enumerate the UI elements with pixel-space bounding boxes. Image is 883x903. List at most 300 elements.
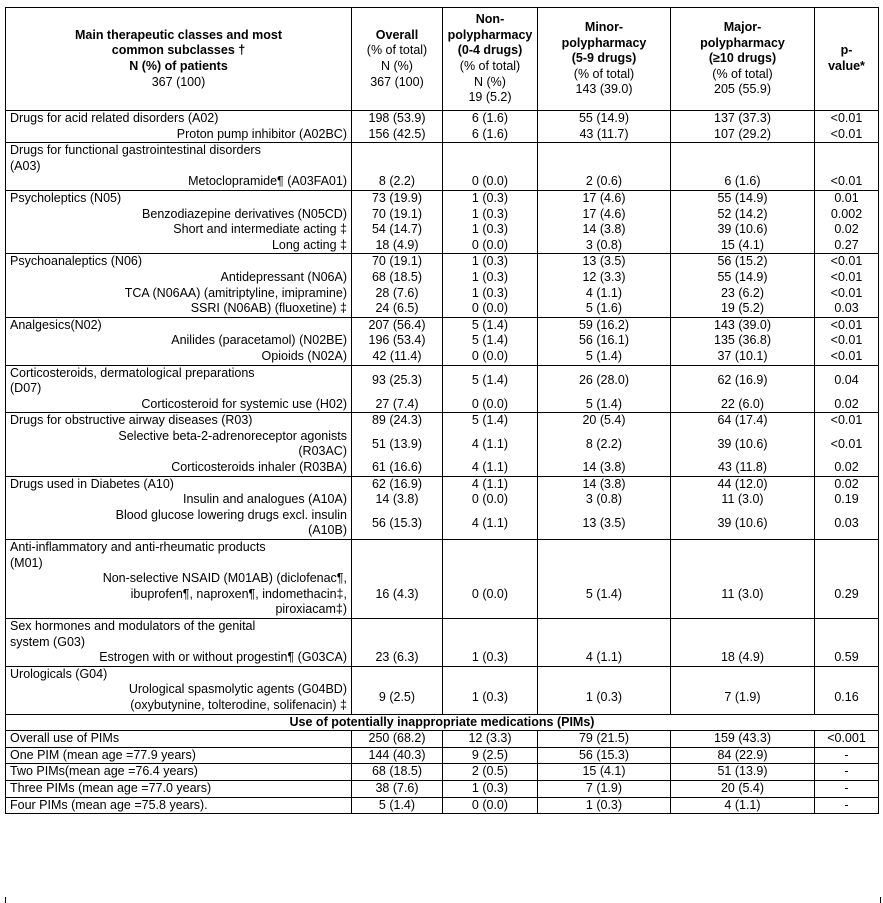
class-label <box>6 508 352 540</box>
class-label-line: TCA (N06AA) (amitriptyline, imipramine) <box>124 285 347 300</box>
minor-polypharmacy-value: 8 (2.2) <box>538 429 671 460</box>
class-row <box>6 619 879 651</box>
non-polypharmacy-value: 0 (0.0) <box>443 174 538 190</box>
header-overall-title: Overall <box>375 27 419 42</box>
overall-value: 56 (15.3) <box>352 508 443 540</box>
overall-value: 70 (19.1) <box>352 207 443 223</box>
class-label-line: Blood glucose lowering drugs excl. insulin <box>115 507 347 522</box>
overall-value: 54 (14.7) <box>352 222 443 238</box>
overall-value: 14 (3.8) <box>352 492 443 508</box>
non-polypharmacy-value: 4 (1.1) <box>443 508 538 540</box>
pim-section-header <box>6 714 879 731</box>
class-label-line: Selective beta-2-adrenoreceptor agonists <box>118 428 347 443</box>
major-polypharmacy-value: 39 (10.6) <box>671 222 815 238</box>
major-polypharmacy-value: 52 (14.2) <box>671 207 815 223</box>
p-value: 0.16 <box>815 682 879 714</box>
class-label-line: Corticosteroid for systemic use (H02) <box>141 396 347 411</box>
non-polypharmacy-value: 1 (0.3) <box>443 222 538 238</box>
class-label <box>6 222 352 238</box>
minor-polypharmacy-value <box>538 666 671 682</box>
class-label <box>6 207 352 223</box>
overall-value <box>352 143 443 175</box>
header-overall <box>352 8 443 111</box>
class-label-line: Drugs used in Diabetes (A10) <box>10 476 174 491</box>
class-label <box>6 317 352 333</box>
drug-class-group <box>6 143 879 191</box>
major-polypharmacy-value: 44 (12.0) <box>671 476 815 492</box>
header-overall-total: 367 (100) <box>370 74 424 89</box>
non-polypharmacy-value: 1 (0.3) <box>443 207 538 223</box>
overall-value: 28 (7.6) <box>352 286 443 302</box>
non-polypharmacy-value: 5 (1.4) <box>443 413 538 429</box>
class-label-line: SSRI (N06AB) (fluoxetine) ‡ <box>190 301 347 316</box>
overall-value: 16 (4.3) <box>352 571 443 618</box>
header-class-title: common subclasses † <box>111 43 246 58</box>
p-value <box>815 619 879 651</box>
subclass-row <box>6 397 879 413</box>
header-title: (0-4 drugs) <box>457 43 523 58</box>
overall-value: 198 (53.9) <box>352 111 443 127</box>
class-label <box>6 492 352 508</box>
class-label <box>6 397 352 413</box>
p-value: 0.03 <box>815 508 879 540</box>
major-polypharmacy-value <box>671 540 815 572</box>
overall-value: 61 (16.6) <box>352 460 443 476</box>
drug-class-group <box>6 619 879 667</box>
major-polypharmacy-value: 64 (17.4) <box>671 413 815 429</box>
minor-polypharmacy-value: 26 (28.0) <box>538 365 671 397</box>
class-label <box>6 619 352 651</box>
p-value: 0.29 <box>815 571 879 618</box>
class-label <box>6 174 352 190</box>
non-polypharmacy-value: 0 (0.0) <box>443 797 538 814</box>
class-row <box>6 476 879 492</box>
major-polypharmacy-value: 11 (3.0) <box>671 571 815 618</box>
major-polypharmacy-value <box>671 619 815 651</box>
overall-value: 23 (6.3) <box>352 650 443 666</box>
class-label-line: Urological spasmolytic agents (G04BD) <box>128 682 347 697</box>
header-overall-sub: N (%) <box>381 59 413 73</box>
non-polypharmacy-value: 1 (0.3) <box>443 286 538 302</box>
header-total: 205 (55.9) <box>714 82 771 97</box>
major-polypharmacy-value: 55 (14.9) <box>671 270 815 286</box>
non-polypharmacy-value: 1 (0.3) <box>443 682 538 714</box>
header-title: Minor- <box>584 20 624 35</box>
major-polypharmacy-value: 107 (29.2) <box>671 127 815 143</box>
non-polypharmacy-value: 4 (1.1) <box>443 429 538 460</box>
class-label <box>6 413 352 429</box>
drug-class-group <box>6 413 879 476</box>
p-value: 0.27 <box>815 238 879 254</box>
p-value: 0.02 <box>815 476 879 492</box>
class-label-line: Metoclopramide¶ (A03FA01) <box>188 174 347 189</box>
class-label <box>6 365 352 397</box>
class-label <box>6 349 352 365</box>
minor-polypharmacy-value: 79 (21.5) <box>538 731 671 748</box>
overall-value: 73 (19.9) <box>352 190 443 206</box>
class-row <box>6 365 879 397</box>
header-title: (5-9 drugs) <box>571 51 637 66</box>
minor-polypharmacy-value: 14 (3.8) <box>538 476 671 492</box>
overall-value: 42 (11.4) <box>352 349 443 365</box>
table-continuation <box>5 897 881 903</box>
major-polypharmacy-value: 137 (37.3) <box>671 111 815 127</box>
minor-polypharmacy-value: 56 (15.3) <box>538 747 671 764</box>
class-label <box>6 682 352 714</box>
overall-value: 38 (7.6) <box>352 780 443 797</box>
class-label-line: (oxybutynine, tolterodine, solifenacin) ‡ <box>130 697 347 712</box>
minor-polypharmacy-value: 56 (16.1) <box>538 333 671 349</box>
class-label <box>6 571 352 618</box>
class-label-line: Short and intermediate acting ‡ <box>173 222 347 237</box>
minor-polypharmacy-value: 5 (1.4) <box>538 349 671 365</box>
non-polypharmacy-value: 4 (1.1) <box>443 460 538 476</box>
major-polypharmacy-value: 7 (1.9) <box>671 682 815 714</box>
class-label-line: Drugs for obstructive airway diseases (R03) <box>10 413 253 428</box>
subclass-row <box>6 333 879 349</box>
non-polypharmacy-value: 0 (0.0) <box>443 301 538 317</box>
subclass-row <box>6 460 879 476</box>
class-label <box>6 429 352 460</box>
p-value: <0.001 <box>815 731 879 748</box>
class-label-line: (M01) <box>10 555 43 570</box>
class-label-line: Drugs for functional gastrointestinal disorders <box>10 143 261 158</box>
header-title: p- <box>840 43 853 58</box>
overall-value <box>352 619 443 651</box>
minor-polypharmacy-value: 5 (1.4) <box>538 397 671 413</box>
overall-value: 62 (16.9) <box>352 476 443 492</box>
major-polypharmacy-value: 56 (15.2) <box>671 254 815 270</box>
class-label-line: (R03AC) <box>298 444 347 459</box>
non-polypharmacy-value: 1 (0.3) <box>443 780 538 797</box>
pim-label: Four PIMs (mean age =75.8 years). <box>6 797 352 814</box>
class-label <box>6 333 352 349</box>
non-polypharmacy-value: 0 (0.0) <box>443 238 538 254</box>
subclass-row <box>6 682 879 714</box>
drug-class-table <box>5 7 879 814</box>
header-overall-sub: (% of total) <box>366 43 428 58</box>
p-value <box>815 540 879 572</box>
header-class <box>6 8 352 111</box>
minor-polypharmacy-value: 1 (0.3) <box>538 797 671 814</box>
non-polypharmacy-value: 1 (0.3) <box>443 270 538 286</box>
major-polypharmacy-value: 51 (13.9) <box>671 764 815 781</box>
p-value: <0.01 <box>815 270 879 286</box>
class-label <box>6 127 352 143</box>
class-label <box>6 270 352 286</box>
pim-row <box>6 747 879 764</box>
class-label-line: Psychoanaleptics (N06) <box>10 254 143 269</box>
class-label-line: Benzodiazepine derivatives (N05CD) <box>142 206 347 221</box>
overall-value: 27 (7.4) <box>352 397 443 413</box>
class-label <box>6 460 352 476</box>
major-polypharmacy-value: 15 (4.1) <box>671 238 815 254</box>
header-class-title: N (%) of patients <box>129 59 228 73</box>
major-polypharmacy-value: 19 (5.2) <box>671 301 815 317</box>
overall-value: 9 (2.5) <box>352 682 443 714</box>
p-value: - <box>815 747 879 764</box>
minor-polypharmacy-value: 43 (11.7) <box>538 127 671 143</box>
non-polypharmacy-value <box>443 619 538 651</box>
minor-polypharmacy-value: 17 (4.6) <box>538 190 671 206</box>
overall-value <box>352 666 443 682</box>
pim-label: Two PIMs(mean age =76.4 years) <box>6 764 352 781</box>
class-label <box>6 238 352 254</box>
minor-polypharmacy-value <box>538 143 671 175</box>
pim-label: Overall use of PIMs <box>6 731 352 748</box>
header-class-total: 367 (100) <box>151 74 206 89</box>
minor-polypharmacy-value: 3 (0.8) <box>538 492 671 508</box>
overall-value: 68 (18.5) <box>352 270 443 286</box>
minor-polypharmacy-value: 20 (5.4) <box>538 413 671 429</box>
overall-value: 156 (42.5) <box>352 127 443 143</box>
class-label-line: Urologicals (G04) <box>10 666 108 681</box>
major-polypharmacy-value: 6 (1.6) <box>671 174 815 190</box>
major-polypharmacy-value: 135 (36.8) <box>671 333 815 349</box>
header-sub: (% of total) <box>459 59 521 73</box>
drug-class-group <box>6 476 879 539</box>
drug-class-group <box>6 317 879 365</box>
pim-section-title: Use of potentially inappropriate medications (PIMs) <box>6 714 879 731</box>
non-polypharmacy-value: 0 (0.0) <box>443 571 538 618</box>
p-value: <0.01 <box>815 286 879 302</box>
header-title: (≥10 drugs) <box>708 51 777 66</box>
header-sub: (% of total) <box>573 66 635 81</box>
overall-value: 5 (1.4) <box>352 797 443 814</box>
major-polypharmacy-value: 55 (14.9) <box>671 190 815 206</box>
class-label-line: (A03) <box>10 158 41 173</box>
minor-polypharmacy-value: 5 (1.6) <box>538 301 671 317</box>
non-polypharmacy-value: 9 (2.5) <box>443 747 538 764</box>
drug-class-group <box>6 365 879 413</box>
subclass-row <box>6 174 879 190</box>
header-major-polypharmacy <box>671 8 815 111</box>
p-value: 0.01 <box>815 190 879 206</box>
class-label-line: Long acting ‡ <box>271 237 347 252</box>
header-title: polypharmacy <box>700 35 785 50</box>
pim-row <box>6 780 879 797</box>
class-label-line: Sex hormones and modulators of the genital <box>10 619 256 633</box>
class-label-line: Anilides (paracetamol) (N02BE) <box>171 333 347 348</box>
subclass-row <box>6 127 879 143</box>
class-label-line: Corticosteroids, dermatological preparations <box>10 365 255 380</box>
major-polypharmacy-value: 22 (6.0) <box>671 397 815 413</box>
major-polypharmacy-value: 39 (10.6) <box>671 429 815 460</box>
class-row <box>6 317 879 333</box>
non-polypharmacy-value: 4 (1.1) <box>443 476 538 492</box>
class-label-line: Proton pump inhibitor (A02BC) <box>176 126 347 141</box>
minor-polypharmacy-value: 59 (16.2) <box>538 317 671 333</box>
major-polypharmacy-value: 62 (16.9) <box>671 365 815 397</box>
pim-section <box>6 714 879 814</box>
subclass-row <box>6 349 879 365</box>
overall-value: 70 (19.1) <box>352 254 443 270</box>
p-value: - <box>815 764 879 781</box>
header-sub: N (%) <box>474 74 506 89</box>
subclass-row <box>6 429 879 460</box>
minor-polypharmacy-value: 17 (4.6) <box>538 207 671 223</box>
p-value: <0.01 <box>815 429 879 460</box>
overall-value: 8 (2.2) <box>352 174 443 190</box>
overall-value: 250 (68.2) <box>352 731 443 748</box>
non-polypharmacy-value <box>443 143 538 175</box>
header-class-title: Main therapeutic classes and most <box>74 27 282 42</box>
class-label-line: Anti-inflammatory and anti-rheumatic products <box>10 540 266 555</box>
minor-polypharmacy-value: 13 (3.5) <box>538 254 671 270</box>
header-title: value* <box>828 59 865 73</box>
class-row <box>6 190 879 206</box>
class-row <box>6 666 879 682</box>
non-polypharmacy-value: 6 (1.6) <box>443 111 538 127</box>
class-label-line: Opioids (N02A) <box>261 348 347 363</box>
subclass-row <box>6 238 879 254</box>
minor-polypharmacy-value: 15 (4.1) <box>538 764 671 781</box>
pim-label: Three PIMs (mean age =77.0 years) <box>6 780 352 797</box>
drug-class-group <box>6 111 879 143</box>
header-total: 143 (39.0) <box>575 82 633 97</box>
major-polypharmacy-value: 159 (43.3) <box>671 731 815 748</box>
p-value <box>815 143 879 175</box>
minor-polypharmacy-value: 5 (1.4) <box>538 571 671 618</box>
class-label-line: system (G03) <box>10 634 86 649</box>
minor-polypharmacy-value: 12 (3.3) <box>538 270 671 286</box>
non-polypharmacy-value <box>443 540 538 572</box>
subclass-row <box>6 207 879 223</box>
class-label <box>6 666 352 682</box>
class-row <box>6 540 879 572</box>
subclass-row <box>6 286 879 302</box>
class-label <box>6 254 352 270</box>
minor-polypharmacy-value: 14 (3.8) <box>538 222 671 238</box>
class-label-line: (A10B) <box>308 523 347 538</box>
header-sub: (% of total) <box>712 66 773 81</box>
minor-polypharmacy-value: 14 (3.8) <box>538 460 671 476</box>
drug-class-group <box>6 540 879 619</box>
non-polypharmacy-value: 0 (0.0) <box>443 349 538 365</box>
p-value: <0.01 <box>815 317 879 333</box>
class-label <box>6 190 352 206</box>
drug-class-group <box>6 254 879 317</box>
overall-value: 196 (53.4) <box>352 333 443 349</box>
header-p-value <box>815 8 879 111</box>
non-polypharmacy-value: 12 (3.3) <box>443 731 538 748</box>
overall-value: 207 (56.4) <box>352 317 443 333</box>
major-polypharmacy-value: 143 (39.0) <box>671 317 815 333</box>
class-label-line: Drugs for acid related disorders (A02) <box>10 111 219 125</box>
pim-row <box>6 731 879 748</box>
subclass-row <box>6 492 879 508</box>
p-value: 0.02 <box>815 460 879 476</box>
overall-value: 24 (6.5) <box>352 301 443 317</box>
drug-class-group <box>6 666 879 714</box>
pim-row <box>6 764 879 781</box>
subclass-row <box>6 270 879 286</box>
minor-polypharmacy-value: 3 (0.8) <box>538 238 671 254</box>
overall-value <box>352 540 443 572</box>
class-row <box>6 111 879 127</box>
minor-polypharmacy-value: 7 (1.9) <box>538 780 671 797</box>
class-row <box>6 254 879 270</box>
p-value: <0.01 <box>815 174 879 190</box>
major-polypharmacy-value: 37 (10.1) <box>671 349 815 365</box>
minor-polypharmacy-value <box>538 540 671 572</box>
subclass-row <box>6 508 879 540</box>
overall-value: 18 (4.9) <box>352 238 443 254</box>
pim-row <box>6 797 879 814</box>
non-polypharmacy-value: 5 (1.4) <box>443 333 538 349</box>
p-value: 0.03 <box>815 301 879 317</box>
minor-polypharmacy-value: 55 (14.9) <box>538 111 671 127</box>
p-value: 0.59 <box>815 650 879 666</box>
class-label <box>6 650 352 666</box>
class-label <box>6 476 352 492</box>
p-value: <0.01 <box>815 333 879 349</box>
header-title: Major- <box>723 20 762 35</box>
non-polypharmacy-value: 0 (0.0) <box>443 397 538 413</box>
p-value: 0.02 <box>815 397 879 413</box>
class-label-line: Estrogen with or without progestin¶ (G03CA) <box>99 650 347 665</box>
non-polypharmacy-value: 1 (0.3) <box>443 650 538 666</box>
overall-value: 144 (40.3) <box>352 747 443 764</box>
header-non-polypharmacy <box>443 8 538 111</box>
p-value: <0.01 <box>815 349 879 365</box>
major-polypharmacy-value: 4 (1.1) <box>671 797 815 814</box>
header-title: polypharmacy <box>561 35 647 50</box>
header-title: polypharmacy <box>447 27 533 42</box>
non-polypharmacy-value: 1 (0.3) <box>443 254 538 270</box>
subclass-row <box>6 222 879 238</box>
class-label <box>6 111 352 127</box>
non-polypharmacy-value: 1 (0.3) <box>443 190 538 206</box>
class-label-line: Psycholeptics (N05) <box>10 190 122 205</box>
major-polypharmacy-value: 11 (3.0) <box>671 492 815 508</box>
p-value: <0.01 <box>815 127 879 143</box>
p-value: <0.01 <box>815 111 879 127</box>
pim-label: One PIM (mean age =77.9 years) <box>6 747 352 764</box>
p-value <box>815 666 879 682</box>
non-polypharmacy-value: 6 (1.6) <box>443 127 538 143</box>
major-polypharmacy-value <box>671 143 815 175</box>
overall-value: 93 (25.3) <box>352 365 443 397</box>
class-row <box>6 413 879 429</box>
class-label <box>6 301 352 317</box>
major-polypharmacy-value: 39 (10.6) <box>671 508 815 540</box>
non-polypharmacy-value: 5 (1.4) <box>443 317 538 333</box>
class-row <box>6 143 879 175</box>
minor-polypharmacy-value: 1 (0.3) <box>538 682 671 714</box>
minor-polypharmacy-value: 13 (3.5) <box>538 508 671 540</box>
major-polypharmacy-value: 23 (6.2) <box>671 286 815 302</box>
major-polypharmacy-value: 20 (5.4) <box>671 780 815 797</box>
class-label <box>6 540 352 572</box>
major-polypharmacy-value: 84 (22.9) <box>671 747 815 764</box>
major-polypharmacy-value: 18 (4.9) <box>671 650 815 666</box>
non-polypharmacy-value: 2 (0.5) <box>443 764 538 781</box>
header-minor-polypharmacy <box>538 8 671 111</box>
class-label-line: ibuprofen¶, naproxen¶, indomethacin‡, <box>130 586 347 601</box>
header-title: Non- <box>475 12 505 27</box>
subclass-row <box>6 650 879 666</box>
p-value: <0.01 <box>815 254 879 270</box>
subclass-row <box>6 571 879 618</box>
class-label-line: Analgesics(N02) <box>10 317 102 332</box>
minor-polypharmacy-value <box>538 619 671 651</box>
p-value: - <box>815 780 879 797</box>
subclass-row <box>6 301 879 317</box>
class-label-line: Antidepressant (N06A) <box>220 269 347 284</box>
p-value: 0.02 <box>815 222 879 238</box>
p-value: - <box>815 797 879 814</box>
